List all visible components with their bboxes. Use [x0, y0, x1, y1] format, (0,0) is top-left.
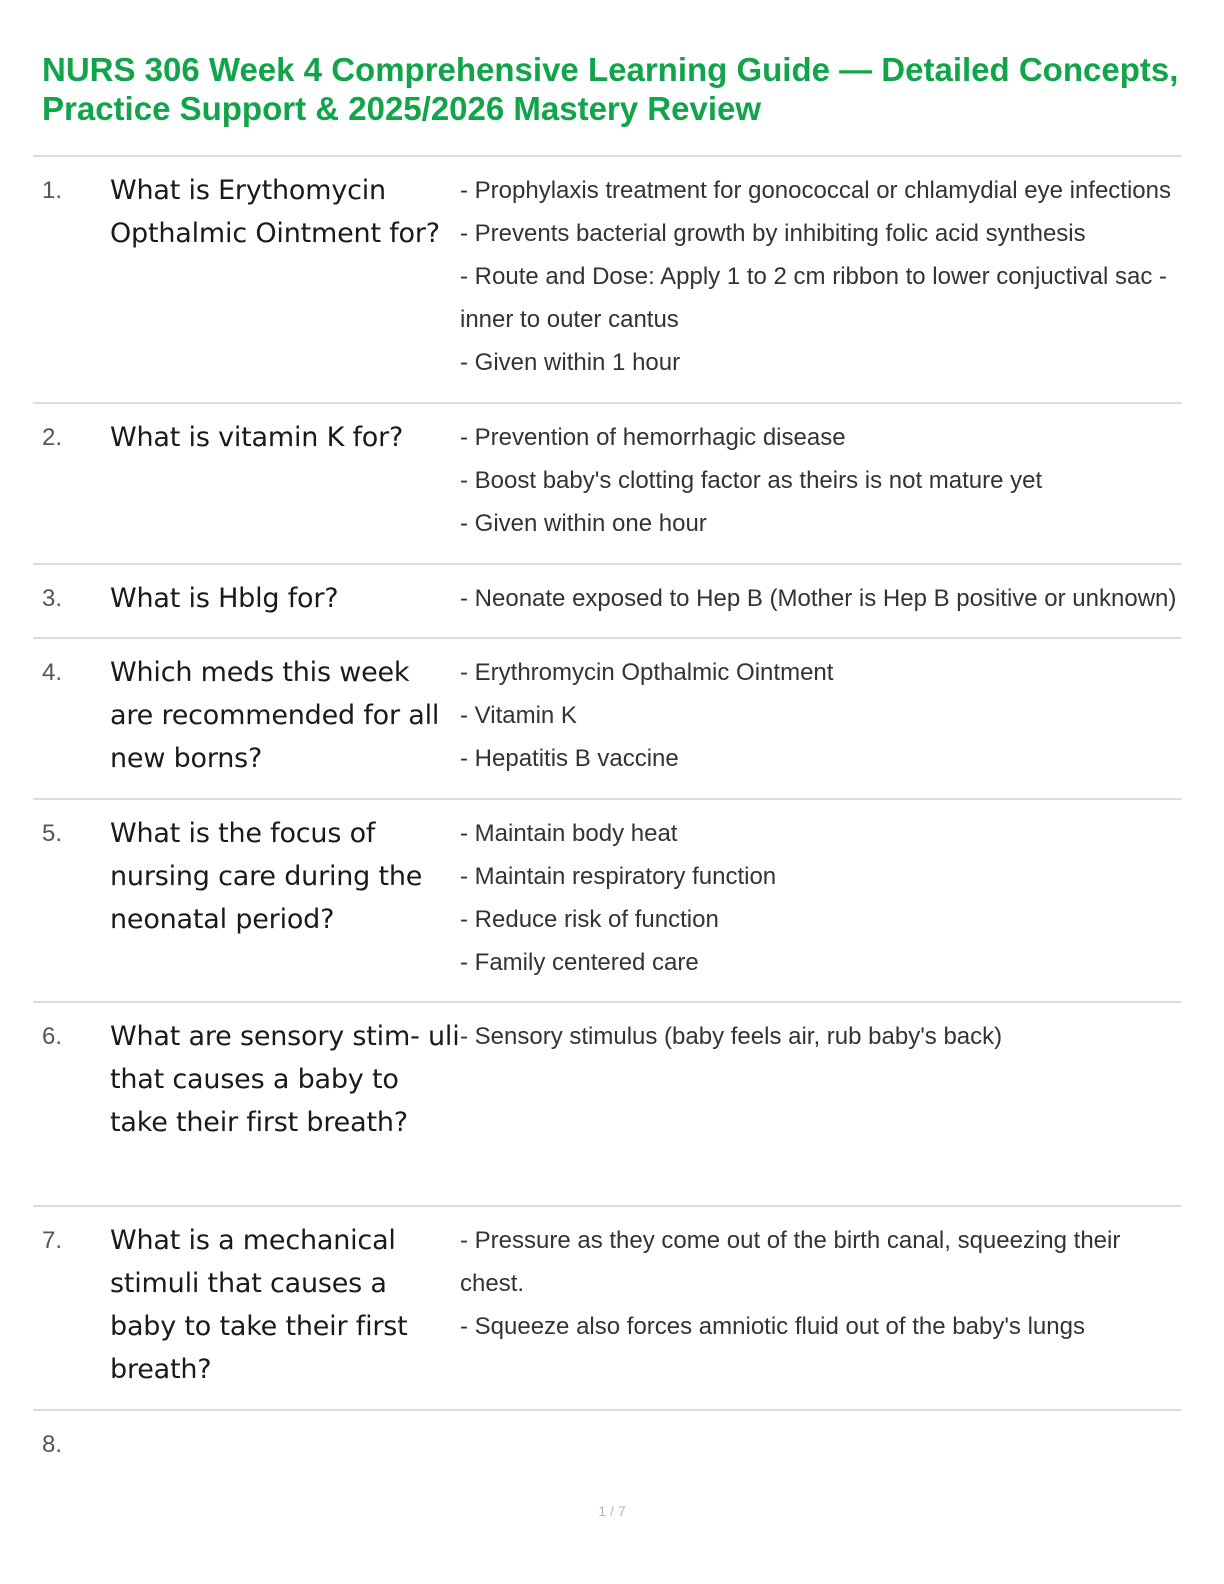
qa-row-1 — [33, 157, 1182, 404]
answer-line: - Route and Dose: Apply 1 to 2 cm ribbon to lower conjuctival sac - inner to outer cantus — [460, 263, 1168, 333]
item-answer — [460, 651, 1182, 782]
item-question: What is a mechanical stimuli that causes a baby to take their first breath? — [110, 1225, 408, 1385]
item-number: 2. — [42, 424, 63, 451]
answer-line: - Pressure as they come out of the birth canal, squeezing their chest. — [460, 1227, 1121, 1297]
answer-line: - Boost baby's clotting factor as theirs is not mature yet — [460, 467, 1043, 494]
qa-row-3 — [33, 565, 1182, 639]
answer-line: - Family centered care — [460, 949, 699, 976]
item-number: 5. — [42, 820, 63, 847]
qa-row-7 — [33, 1207, 1182, 1411]
item-answer — [460, 1219, 1182, 1393]
qa-row-4 — [33, 639, 1182, 800]
qa-row-8 — [33, 1411, 1182, 1481]
answer-line: - Maintain respiratory function — [460, 863, 777, 890]
item-question: What is Erythomycin Opthalmic Ointment for? — [110, 175, 440, 249]
item-answer — [460, 1423, 1182, 1465]
item-number: 8. — [42, 1431, 63, 1458]
qa-row-2 — [33, 404, 1182, 565]
item-question: What are sensory stim- uli that causes a baby to take their first breath? — [110, 1021, 460, 1138]
answer-line: - Given within one hour — [460, 510, 707, 537]
answer-line: - Vitamin K — [460, 702, 577, 729]
answer-line: - Sensory stimulus (baby feels air, rub baby's back) — [460, 1023, 1003, 1050]
answer-line: - Prophylaxis treatment for gonococcal or chlamydial eye infections — [460, 177, 1171, 204]
item-question: What is the focus of nursing care during the neonatal period? — [110, 818, 423, 935]
qa-list — [33, 155, 1182, 1481]
item-answer — [460, 1015, 1182, 1189]
answer-line: - Prevents bacterial growth by inhibiting folic acid synthesis — [460, 220, 1086, 247]
item-number: 1. — [42, 177, 63, 204]
page-number: 1 / 7 — [598, 1503, 626, 1519]
item-number: 6. — [42, 1023, 63, 1050]
item-answer — [460, 812, 1182, 985]
answer-line: - Erythromycin Opthalmic Ointment — [460, 659, 834, 686]
answer-line: - Hepatitis B vaccine — [460, 745, 679, 772]
answer-line: - Maintain body heat — [460, 820, 678, 847]
item-answer — [460, 416, 1182, 547]
qa-row-6 — [33, 1003, 1182, 1207]
item-answer — [460, 577, 1182, 621]
answer-line: - Given within 1 hour — [460, 349, 681, 376]
item-question: What is Hblg for? — [110, 583, 339, 614]
item-question: Which meds this week are recommended for all new borns? — [110, 657, 440, 774]
item-answer — [460, 169, 1182, 386]
qa-row-5 — [33, 800, 1182, 1003]
answer-line: - Squeeze also forces amniotic fluid out of the baby's lungs — [460, 1313, 1085, 1340]
item-number: 7. — [42, 1227, 63, 1254]
answer-line: - Prevention of hemorrhagic disease — [460, 424, 846, 451]
answer-line: - Neonate exposed to Hep B (Mother is Hep B positive or unknown) — [460, 585, 1177, 612]
item-number: 3. — [42, 585, 63, 612]
item-question: What is vitamin K for? — [110, 422, 404, 453]
answer-line: - Reduce risk of function — [460, 906, 719, 933]
page-title: NURS 306 Week 4 Comprehensive Learning Guide — Detailed Concepts, Practice Support & 2025/2026 Mastery Review — [42, 51, 1179, 127]
item-number: 4. — [42, 659, 63, 686]
item-question — [110, 1423, 460, 1465]
